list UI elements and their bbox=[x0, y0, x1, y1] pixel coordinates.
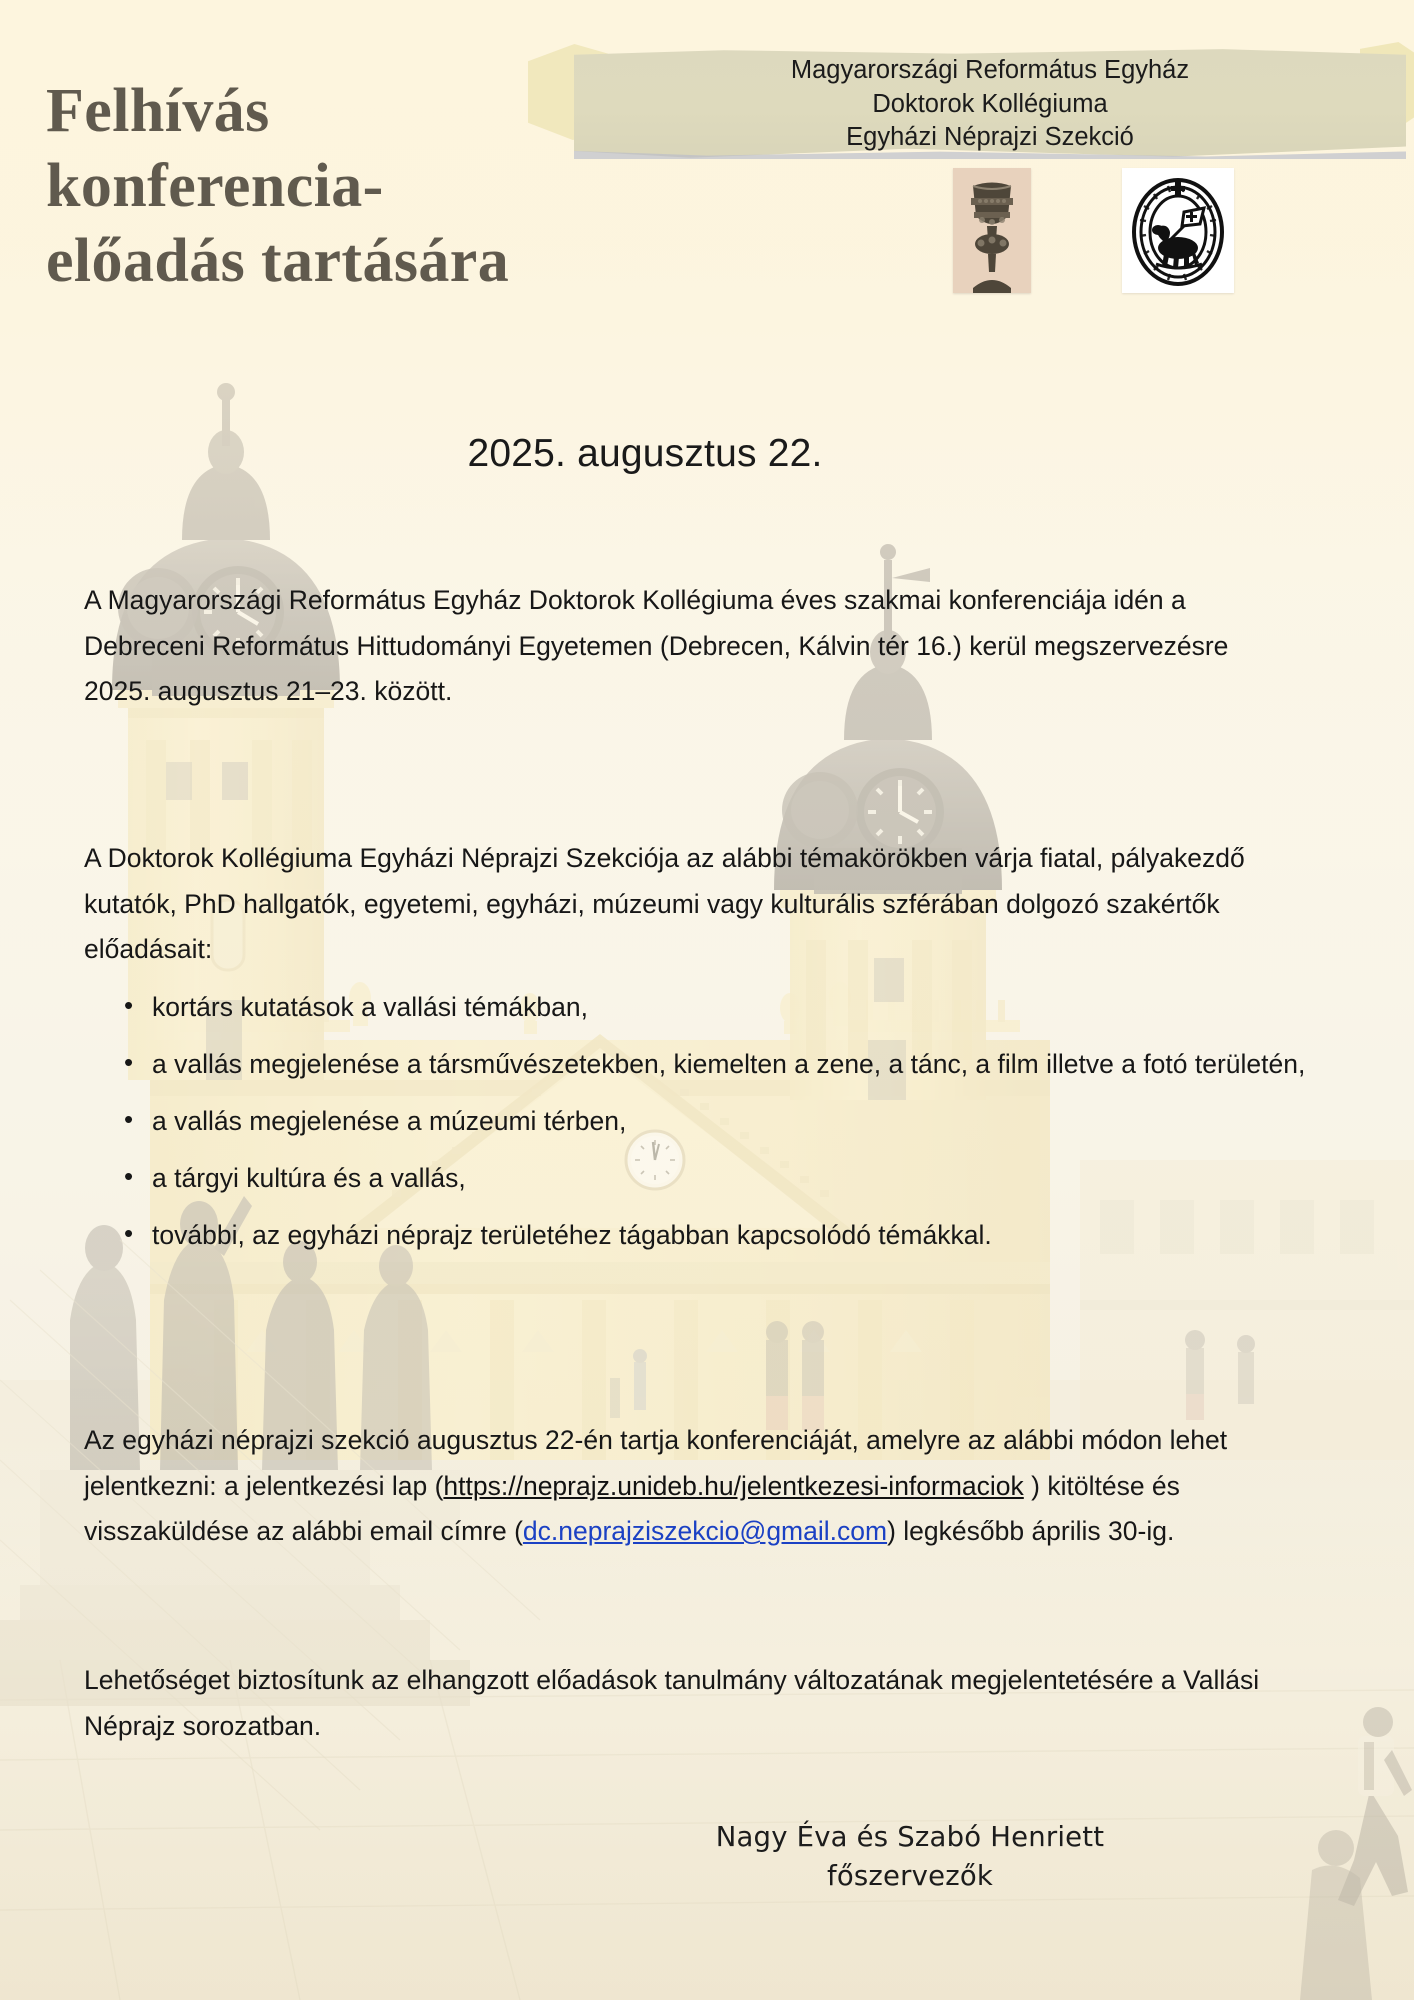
application-paragraph bbox=[84, 1418, 1329, 1555]
list-item: • a vallás megjelenése a társművészetekben, kiemelten a zene, a tánc, a film illetve a fotó területén, bbox=[108, 1042, 1338, 1087]
list-item: • a tárgyi kultúra és a vallás, bbox=[108, 1156, 1338, 1201]
application-text-part-2: ) kitöltése és visszaküldése az alábbi email címre ( bbox=[84, 1470, 1180, 1547]
topic-list bbox=[108, 985, 1338, 1270]
list-item: • a vallás megjelenése a múzeumi térben, bbox=[108, 1099, 1338, 1144]
organizer-line-3: Egyházi Néprajzi Szekció bbox=[846, 123, 1134, 152]
organizer-role: főszervezők bbox=[826, 1860, 994, 1893]
page-title bbox=[46, 74, 686, 299]
contact-email-link[interactable]: dc.neprajziszekcio@gmail.com bbox=[522, 1516, 888, 1547]
registration-form-link[interactable]: https://neprajz.unideb.hu/jelentkezesi-informaciok bbox=[443, 1470, 1024, 1501]
signature-block bbox=[560, 1818, 1260, 1896]
application-text-part-3: ) legkésőbb április 30-ig. bbox=[887, 1516, 1175, 1547]
intro-paragraph: A Magyarországi Református Egyház Doktorok Kollégiuma éves szakmai konferenciája idén a Debreceni Református Hittudományi Egyetemen (Debrecen, Kálvin tér 16.) kerül megszervezésre 2025. augusztus 21–23. között. bbox=[84, 585, 1229, 707]
list-item: • további, az egyházi néprajz területéhez tágabban kapcsolódó témákkal. bbox=[108, 1213, 1338, 1258]
organizer-line-2: Doktorok Kollégiuma bbox=[872, 89, 1108, 118]
ribbon-text-block bbox=[574, 52, 1406, 156]
title-line-1: Felhívás bbox=[46, 77, 270, 145]
collegium-doctorum-seal bbox=[1122, 168, 1234, 293]
topics-intro-paragraph: A Doktorok Kollégiuma Egyházi Néprajzi Szekciója az alábbi témakörökben várja fiatal, pályakezdő kutatók, PhD hallgatók, egyetemi, egyházi, múzeumi vagy kulturális szférában dolgozó szakértők előadásait: bbox=[84, 843, 1245, 965]
title-line-3: előadás tartására bbox=[46, 227, 510, 296]
communion-chalice-photo bbox=[953, 168, 1031, 293]
event-date: 2025. augusztus 22. bbox=[467, 432, 823, 475]
application-text-part-1: Az egyházi néprajzi szekció augusztus 22-én tartja konferenciáját, amelyre az alábbi módon lehet jelentkezni: a jelentkezési lap ( bbox=[84, 1425, 1228, 1501]
publication-paragraph: Lehetőséget biztosítunk az elhangzott előadások tanulmány változatának megjelentetésére a Vallási Néprajz sorozatban. bbox=[84, 1665, 1260, 1741]
organizer-line-1: Magyarországi Református Egyház bbox=[790, 56, 1190, 85]
list-item: • kortárs kutatások a vallási témákban, bbox=[108, 985, 1338, 1030]
title-line-2: konferencia- bbox=[46, 152, 384, 221]
organizer-names: Nagy Éva és Szabó Henriett bbox=[715, 1821, 1105, 1853]
